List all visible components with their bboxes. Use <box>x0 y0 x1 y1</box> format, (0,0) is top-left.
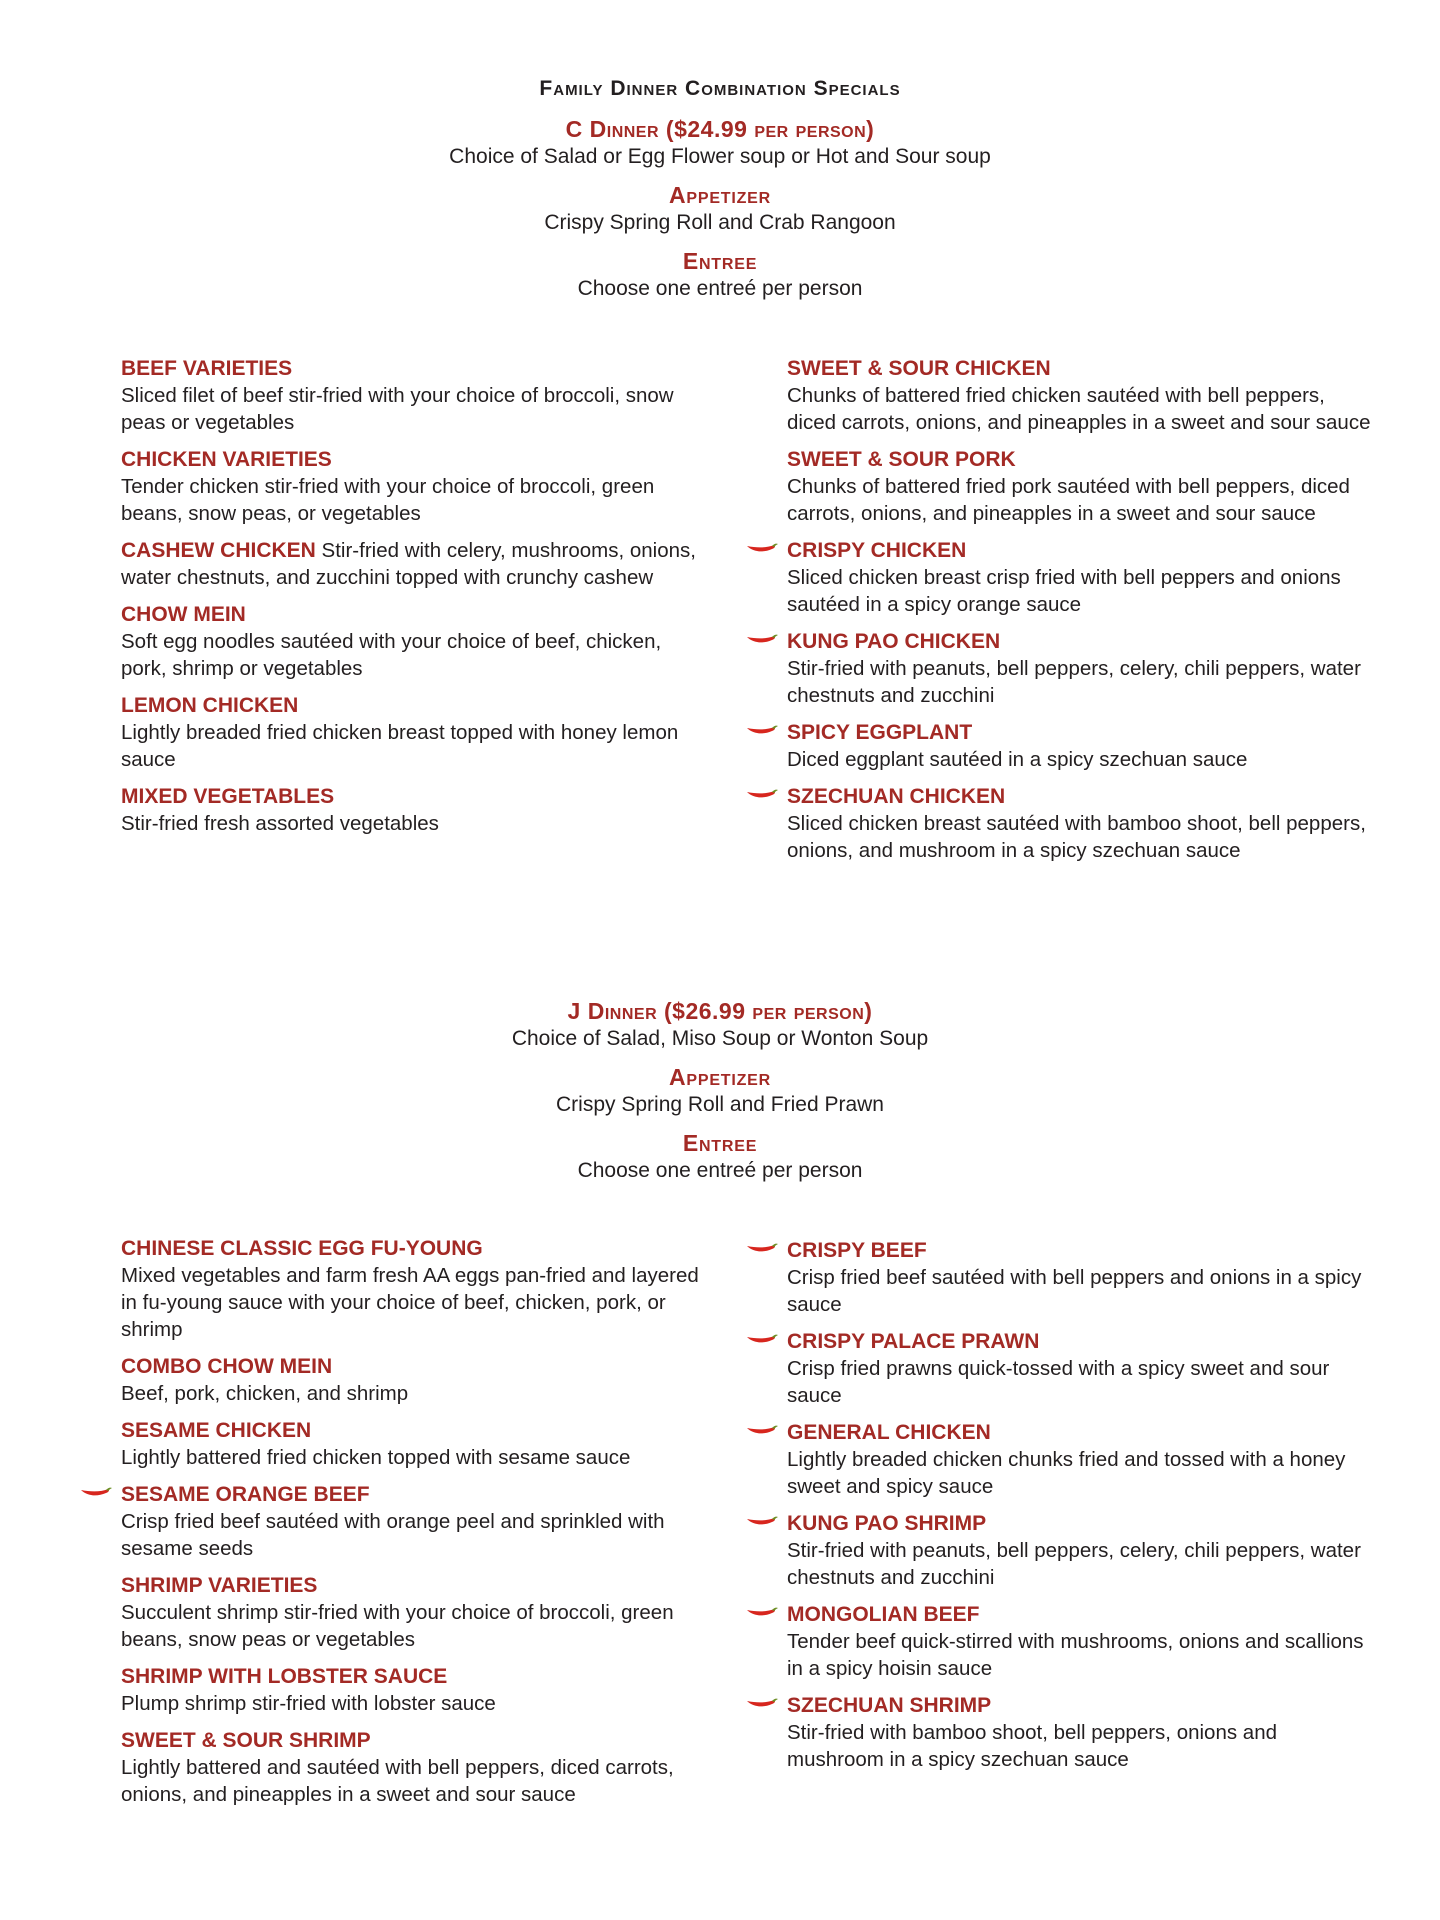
menu-item-description: Plump shrimp stir-fried with lobster sauce <box>121 1692 496 1715</box>
menu-item-kung-pao-shrimp <box>787 1510 1377 1591</box>
c-dinner-appetizer-label: Appetizer <box>668 182 772 208</box>
chili-pepper-icon <box>745 540 779 558</box>
menu-item-description: Lightly battered fried chicken topped with sesame sauce <box>121 1446 631 1469</box>
menu-item-description: Crisp fried prawns quick-tossed with a spicy sweet and sour sauce <box>787 1357 1330 1407</box>
chili-pepper-icon <box>745 786 779 804</box>
menu-item-crispy-palace-prawn <box>787 1328 1377 1409</box>
menu-item-crispy-chicken <box>787 537 1377 618</box>
menu-item-description: Stir-fried with peanuts, bell peppers, celery, chili peppers, water chestnuts and zucchini <box>787 1539 1361 1589</box>
menu-item-description: Stir-fried fresh assorted vegetables <box>121 812 439 835</box>
menu-item-description: Tender chicken stir-fried with your choice of broccoli, green beans, snow peas, or vegetables <box>121 475 655 525</box>
menu-item-name: CASHEW CHICKEN <box>121 539 316 562</box>
menu-item-name: GENERAL CHICKEN <box>787 1421 991 1444</box>
menu-item-spicy-eggplant <box>787 719 1377 773</box>
chili-pepper-icon <box>745 1604 779 1622</box>
page-title: Family Dinner Combination Specials <box>539 77 901 100</box>
menu-item-name: CHOW MEIN <box>121 603 246 626</box>
menu-item-description: Mixed vegetables and farm fresh AA eggs pan-fried and layered in fu-young sauce with your choice of beef, chicken, pork, or shrimp <box>121 1264 699 1341</box>
menu-item-name: COMBO CHOW MEIN <box>121 1355 333 1378</box>
menu-item-description: Beef, pork, chicken, and shrimp <box>121 1382 409 1405</box>
menu-item-description: Chunks of battered fried pork sautéed with bell peppers, diced carrots, onions, and pineapples in a sweet and sour sauce <box>787 475 1350 525</box>
menu-item-name: SESAME CHICKEN <box>121 1419 312 1442</box>
menu-item-cashew-chicken <box>121 537 711 591</box>
menu-item-mongolian-beef <box>787 1601 1377 1682</box>
j-dinner-appetizer-label: Appetizer <box>668 1064 772 1090</box>
menu-item-chinese-classic-egg-fu-young <box>121 1235 711 1343</box>
chili-pepper-icon <box>745 1240 779 1258</box>
menu-item-description: Crisp fried beef sautéed with bell peppers and onions in a spicy sauce <box>787 1266 1362 1316</box>
menu-item-mixed-vegetables <box>121 783 711 837</box>
j-dinner-soup: Choice of Salad, Miso Soup or Wonton Soup <box>511 1027 929 1050</box>
menu-item-description: Lightly battered and sautéed with bell peppers, diced carrots, onions, and pineapples in a sweet and sour sauce <box>121 1756 674 1806</box>
menu-item-chicken-varieties <box>121 446 711 527</box>
c-dinner-entree-note: Choose one entreé per person <box>577 277 863 300</box>
menu-item-description: Sliced chicken breast sautéed with bamboo shoot, bell peppers, onions, and mushroom in a spicy szechuan sauce <box>787 812 1366 862</box>
menu-item-name: SPICY EGGPLANT <box>787 721 973 744</box>
menu-item-description: Stir-fried with bamboo shoot, bell peppers, onions and mushroom in a spicy szechuan sauce <box>787 1721 1278 1771</box>
menu-item-description: Stir-fried with peanuts, bell peppers, celery, chili peppers, water chestnuts and zucchini <box>787 657 1361 707</box>
menu-item-name: CRISPY BEEF <box>787 1239 927 1262</box>
menu-item-sweet-and-sour-chicken <box>787 355 1377 436</box>
menu-item-sweet-and-sour-pork <box>787 446 1377 527</box>
menu-item-general-chicken <box>787 1419 1377 1500</box>
menu-item-shrimp-with-lobster-sauce <box>121 1663 711 1717</box>
c-dinner-soup: Choice of Salad or Egg Flower soup or Hot and Sour soup <box>449 145 991 168</box>
menu-item-name: MONGOLIAN BEEF <box>787 1603 980 1626</box>
chili-pepper-icon <box>745 1331 779 1349</box>
menu-item-combo-chow-mein <box>121 1353 711 1407</box>
menu-item-name: CRISPY CHICKEN <box>787 539 967 562</box>
menu-item-name: SZECHUAN SHRIMP <box>787 1694 992 1717</box>
chili-pepper-icon <box>79 1484 113 1502</box>
menu-item-description: Lightly breaded chicken chunks fried and tossed with a honey sweet and spicy sauce <box>787 1448 1346 1498</box>
menu-item-description: Lightly breaded fried chicken breast topped with honey lemon sauce <box>121 721 679 771</box>
chili-pepper-icon <box>745 1695 779 1713</box>
c-dinner-appetizer: Crispy Spring Roll and Crab Rangoon <box>544 211 896 234</box>
menu-item-description: Crisp fried beef sautéed with orange peel and sprinkled with sesame seeds <box>121 1510 665 1560</box>
c-dinner-entree-label: Entree <box>682 248 758 274</box>
menu-item-name: SWEET & SOUR SHRIMP <box>121 1729 371 1752</box>
menu-item-name: SESAME ORANGE BEEF <box>121 1483 370 1506</box>
menu-item-name: CRISPY PALACE PRAWN <box>787 1330 1040 1353</box>
j-dinner-appetizer: Crispy Spring Roll and Fried Prawn <box>556 1093 884 1116</box>
c-dinner-title: C Dinner ($24.99 per person) <box>565 116 875 142</box>
menu-item-szechuan-chicken <box>787 783 1377 864</box>
menu-item-name: LEMON CHICKEN <box>121 694 299 717</box>
menu-item-name: KUNG PAO CHICKEN <box>787 630 1001 653</box>
menu-item-name: SWEET & SOUR CHICKEN <box>787 357 1051 380</box>
j-dinner-header <box>0 996 1440 1184</box>
menu-item-sesame-orange-beef <box>121 1481 711 1562</box>
menu-item-sesame-chicken <box>121 1417 711 1471</box>
c-dinner-right-column <box>787 355 1377 874</box>
j-dinner-right-column <box>787 1237 1377 1783</box>
menu-item-description: Succulent shrimp stir-fried with your choice of broccoli, green beans, snow peas or vegetables <box>121 1601 674 1651</box>
menu-item-description: Soft egg noodles sautéed with your choice of beef, chicken, pork, shrimp or vegetables <box>121 630 662 680</box>
j-dinner-entree-note: Choose one entreé per person <box>577 1159 863 1182</box>
menu-item-name: BEEF VARIETIES <box>121 357 293 380</box>
c-dinner-left-column <box>121 355 711 847</box>
menu-item-description: Tender beef quick-stirred with mushrooms, onions and scallions in a spicy hoisin sauce <box>787 1630 1364 1680</box>
menu-item-beef-varieties <box>121 355 711 436</box>
menu-item-name: MIXED VEGETABLES <box>121 785 335 808</box>
menu-item-description: Chunks of battered fried chicken sautéed with bell peppers, diced carrots, onions, and pineapples in a sweet and sour sauce <box>787 384 1371 434</box>
menu-item-lemon-chicken <box>121 692 711 773</box>
menu-item-description: Diced eggplant sautéed in a spicy szechuan sauce <box>787 748 1248 771</box>
chili-pepper-icon <box>745 631 779 649</box>
menu-item-name: SHRIMP WITH LOBSTER SAUCE <box>121 1665 448 1688</box>
j-dinner-entree-label: Entree <box>682 1130 758 1156</box>
j-dinner-left-column <box>121 1235 711 1818</box>
menu-item-description: Sliced filet of beef stir-fried with your choice of broccoli, snow peas or vegetables <box>121 384 674 434</box>
menu-item-chow-mein <box>121 601 711 682</box>
menu-item-name: CHINESE CLASSIC EGG FU-YOUNG <box>121 1237 483 1260</box>
chili-pepper-icon <box>745 1422 779 1440</box>
menu-item-name: SWEET & SOUR PORK <box>787 448 1016 471</box>
chili-pepper-icon <box>745 1513 779 1531</box>
menu-item-name: SZECHUAN CHICKEN <box>787 785 1006 808</box>
c-dinner-header <box>0 114 1440 302</box>
menu-item-description: Sliced chicken breast crisp fried with bell peppers and onions sautéed in a spicy orange sauce <box>787 566 1341 616</box>
menu-item-name: SHRIMP VARIETIES <box>121 1574 318 1597</box>
menu-item-shrimp-varieties <box>121 1572 711 1653</box>
chili-pepper-icon <box>745 722 779 740</box>
menu-item-name: CHICKEN VARIETIES <box>121 448 332 471</box>
j-dinner-title: J Dinner ($26.99 per person) <box>567 998 873 1024</box>
menu-item-crispy-beef <box>787 1237 1377 1318</box>
menu-item-szechuan-shrimp <box>787 1692 1377 1773</box>
menu-item-description: Stir-fried with celery, mushrooms, onions, water chestnuts, and zucchini topped with crunchy cashew <box>121 539 696 589</box>
menu-item-sweet-and-sour-shrimp <box>121 1727 711 1808</box>
menu-item-kung-pao-chicken <box>787 628 1377 709</box>
menu-item-name: KUNG PAO SHRIMP <box>787 1512 987 1535</box>
